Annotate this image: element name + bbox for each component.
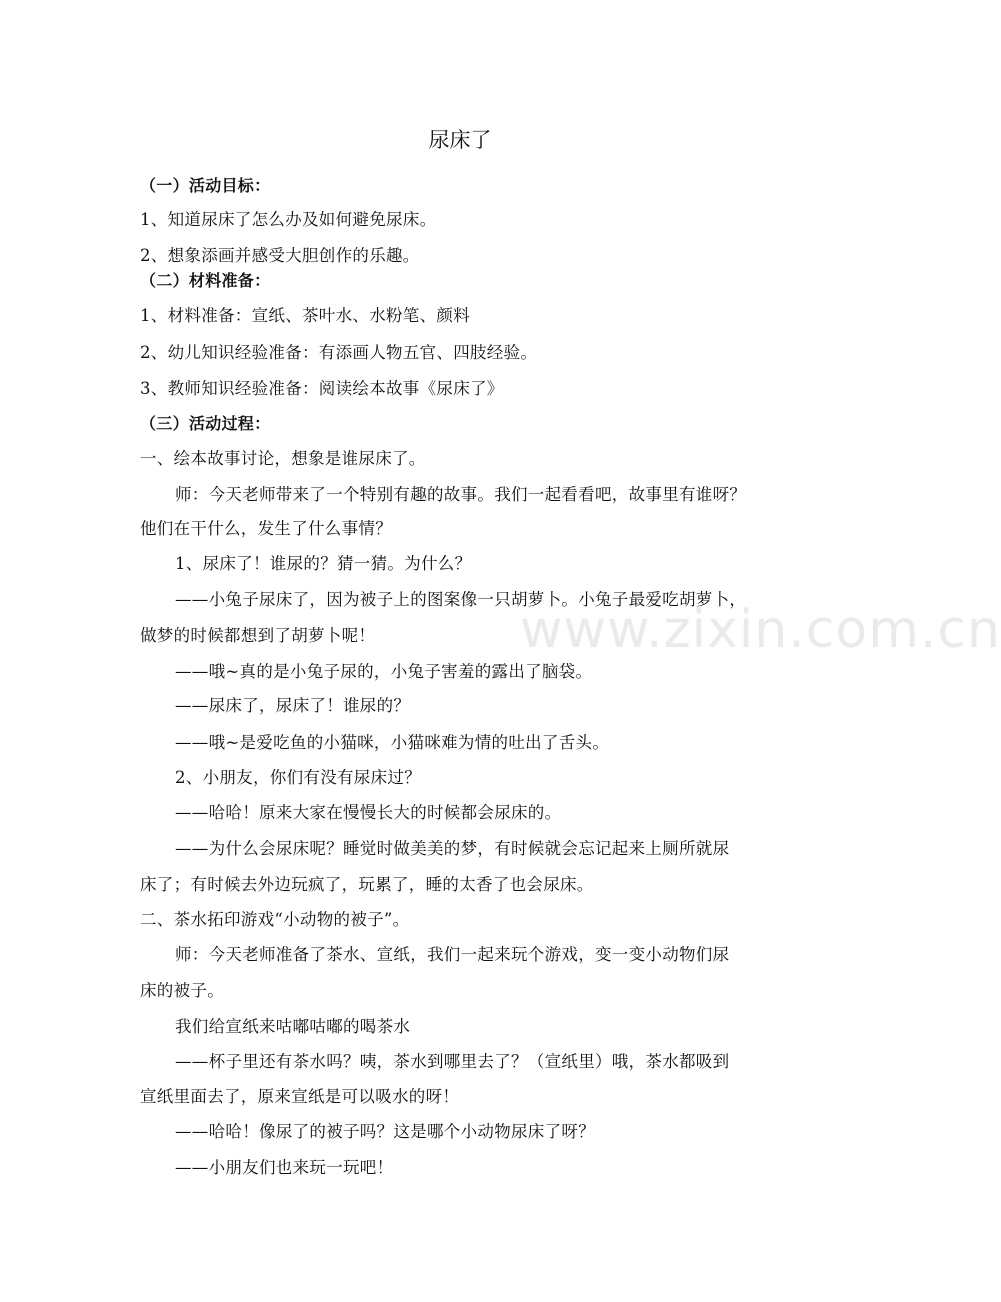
paragraph-2a: 师：今天老师准备了茶水、宣纸，我们一起来玩个游戏，变一变小动物们尿 bbox=[175, 945, 730, 964]
material-2: 2、幼儿知识经验准备：有添画人物五官、四肢经验。 bbox=[140, 343, 538, 362]
answer-1b: 做梦的时候都想到了胡萝卜呢！ bbox=[140, 626, 376, 645]
answer-6a: ——为什么会尿床呢？睡觉时做美美的梦，有时候就会忘记起来上厕所就尿 bbox=[175, 839, 730, 858]
answer-1a: ——小兔子尿床了，因为被子上的图案像一只胡萝卜。小兔子最爱吃胡萝卜， bbox=[175, 590, 747, 609]
answer-5: ——哈哈！原来大家在慢慢长大的时候都会尿床的。 bbox=[175, 803, 562, 822]
answer-3: ——尿床了，尿床了！谁尿的？ bbox=[175, 696, 411, 715]
material-3: 3、教师知识经验准备：阅读绘本故事《尿床了》 bbox=[140, 379, 504, 398]
answer-9: ——小朋友们也来玩一玩吧！ bbox=[175, 1158, 394, 1177]
materials-heading: （二）材料准备： bbox=[140, 271, 271, 290]
process-heading: （三）活动过程： bbox=[140, 414, 271, 433]
question-2: 2、小朋友，你们有没有尿床过？ bbox=[175, 768, 421, 787]
paragraph-1a: 师：今天老师带来了一个特别有趣的故事。我们一起看看吧，故事里有谁呀？ bbox=[175, 485, 747, 504]
answer-7b: 宣纸里面去了，原来宣纸是可以吸水的呀！ bbox=[140, 1087, 460, 1106]
answer-8: ——哈哈！像尿了的被子吗？这是哪个小动物尿床了呀？ bbox=[175, 1122, 595, 1141]
answer-2: ——哦~真的是小兔子尿的，小兔子害羞的露出了脑袋。 bbox=[175, 662, 593, 681]
answer-7a: ——杯子里还有茶水吗？咦，茶水到哪里去了？（宣纸里）哦，茶水都吸到 bbox=[175, 1052, 730, 1071]
answer-6b: 床了；有时候去外边玩疯了，玩累了，睡的太香了也会尿床。 bbox=[140, 875, 594, 894]
material-1: 1、材料准备：宣纸、茶叶水、水粉笔、颜料 bbox=[140, 306, 470, 325]
answer-4: ——哦~是爱吃鱼的小猫咪，小猫咪难为情的吐出了舌头。 bbox=[175, 733, 610, 752]
question-1: 1、尿床了！谁尿的？猜一猜。为什么？ bbox=[175, 554, 472, 573]
watermark: www.zixin.com.cn bbox=[520, 600, 1001, 660]
page-title: 尿床了 bbox=[428, 128, 492, 152]
paragraph-3: 我们给宣纸来咕嘟咕嘟的喝茶水 bbox=[175, 1017, 411, 1036]
step-1: 一、绘本故事讨论，想象是谁尿床了。 bbox=[140, 449, 426, 468]
paragraph-1b: 他们在干什么，发生了什么事情？ bbox=[140, 519, 392, 538]
goal-1: 1、知道尿床了怎么办及如何避免尿床。 bbox=[140, 210, 437, 229]
step-2: 二、茶水拓印游戏“小动物的被子”。 bbox=[140, 910, 410, 929]
paragraph-2b: 床的被子。 bbox=[140, 981, 224, 1000]
goals-heading: （一）活动目标： bbox=[140, 176, 271, 195]
goal-2: 2、想象添画并感受大胆创作的乐趣。 bbox=[140, 246, 420, 265]
